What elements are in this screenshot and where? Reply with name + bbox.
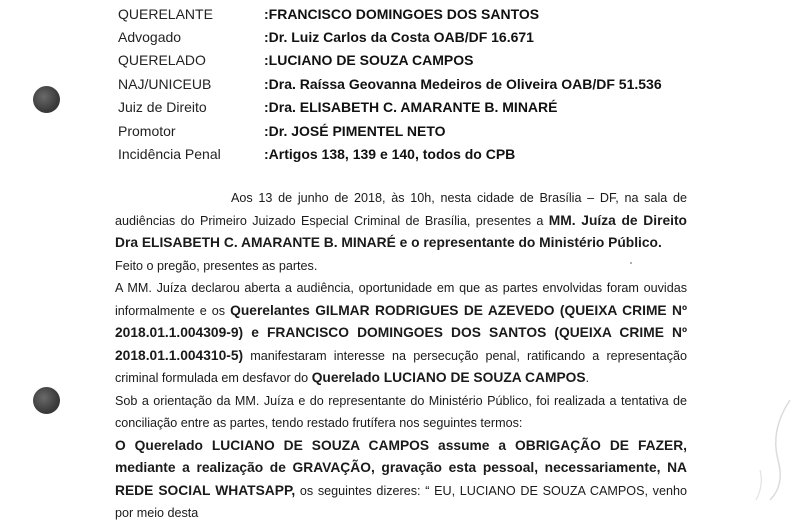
header-value: :Dr. Luiz Carlos da Costa OAB/DF 16.671 bbox=[264, 29, 534, 46]
paragraph-opening bbox=[115, 187, 687, 255]
text-bold: Querelado LUCIANO DE SOUZA CAMPOS bbox=[311, 370, 586, 385]
header-label: Juiz de Direito bbox=[118, 99, 207, 116]
header-label: QUERELADO bbox=[118, 52, 206, 69]
header-row-naj-uniceub bbox=[118, 72, 678, 95]
header-value: :Artigos 138, 139 e 140, todos do CPB bbox=[264, 146, 516, 163]
text: Aos 13 de junho de 2018, às 10h, nesta cidade de Brasília – DF, na sala de audiências do Primeiro Juizado Especial Criminal de Brasília, presentes a bbox=[115, 191, 687, 228]
text-bold: O Querelado LUCIANO DE SOUZA CAMPOS assume a OBRIGAÇÃO DE FAZER, mediante a realização de GRAVAÇÃO, gravação esta pessoal, necessariamente, NA REDE SOCIAL WHATSAPP, bbox=[115, 437, 687, 498]
header-label: NAJ/UNICEUB bbox=[118, 75, 212, 92]
paragraph-obrigacao bbox=[115, 435, 687, 525]
header-label: Incidência Penal bbox=[118, 146, 221, 163]
binder-hole-top bbox=[33, 86, 60, 113]
case-header bbox=[118, 2, 678, 166]
paragraph-pregao: Feito o pregão, presentes as partes. bbox=[115, 258, 318, 273]
text: os seguintes dizeres: “ EU, LUCIANO DE SOUZA CAMPOS, venho por meio desta bbox=[115, 483, 687, 520]
scan-mark bbox=[730, 400, 800, 500]
header-row-promotor bbox=[118, 119, 678, 142]
header-value: :Dra. ELISABETH C. AMARANTE B. MINARÉ bbox=[264, 99, 558, 116]
header-row-juiz bbox=[118, 96, 678, 119]
header-row-querelante bbox=[118, 2, 678, 25]
paragraph-audiencia bbox=[115, 277, 687, 390]
text-bold: MM. Juíza de Direito Dra ELISABETH C. AMARANTE B. MINARÉ e o representante do Ministério Público. bbox=[115, 212, 687, 250]
text-bold: Querelantes GILMAR RODRIGUES DE AZEVEDO (QUEIXA CRIME Nº 2018.01.1.004309-9) e FRANCISCO DOMINGOES DOS SANTOS (QUEIXA CRIME Nº 2018.01.1.004310-5) bbox=[115, 302, 687, 363]
header-row-incidencia bbox=[118, 142, 678, 165]
header-label: QUERELANTE bbox=[118, 5, 213, 22]
header-label: Advogado bbox=[118, 29, 182, 46]
scan-speck bbox=[630, 262, 632, 264]
paragraph-conciliacao: Sob a orientação da MM. Juíza e do representante do Ministério Público, foi realizada a tentativa de conciliação entre as partes, tendo restado frutífera nos seguintes termos: bbox=[115, 393, 687, 430]
header-row-advogado bbox=[118, 25, 678, 48]
header-row-querelado bbox=[118, 49, 678, 72]
header-value: :FRANCISCO DOMINGOES DOS SANTOS bbox=[264, 5, 540, 22]
minutes-body bbox=[115, 187, 687, 525]
text: manifestaram interesse na persecução penal, ratificando a representação criminal formulada em desfavor do bbox=[115, 348, 687, 385]
text: A MM. Juíza declarou aberta a audiência, oportunidade em que as partes envolvidas foram ouvidas informalmente e os bbox=[115, 281, 687, 318]
text: . bbox=[585, 371, 590, 385]
header-label: Promotor bbox=[118, 122, 176, 139]
header-value: :Dr. JOSÉ PIMENTEL NETO bbox=[264, 122, 446, 139]
binder-hole-bottom bbox=[33, 387, 60, 414]
header-value: :LUCIANO DE SOUZA CAMPOS bbox=[264, 52, 474, 69]
header-value: :Dra. Raíssa Geovanna Medeiros de Oliveira OAB/DF 51.536 bbox=[264, 75, 662, 92]
